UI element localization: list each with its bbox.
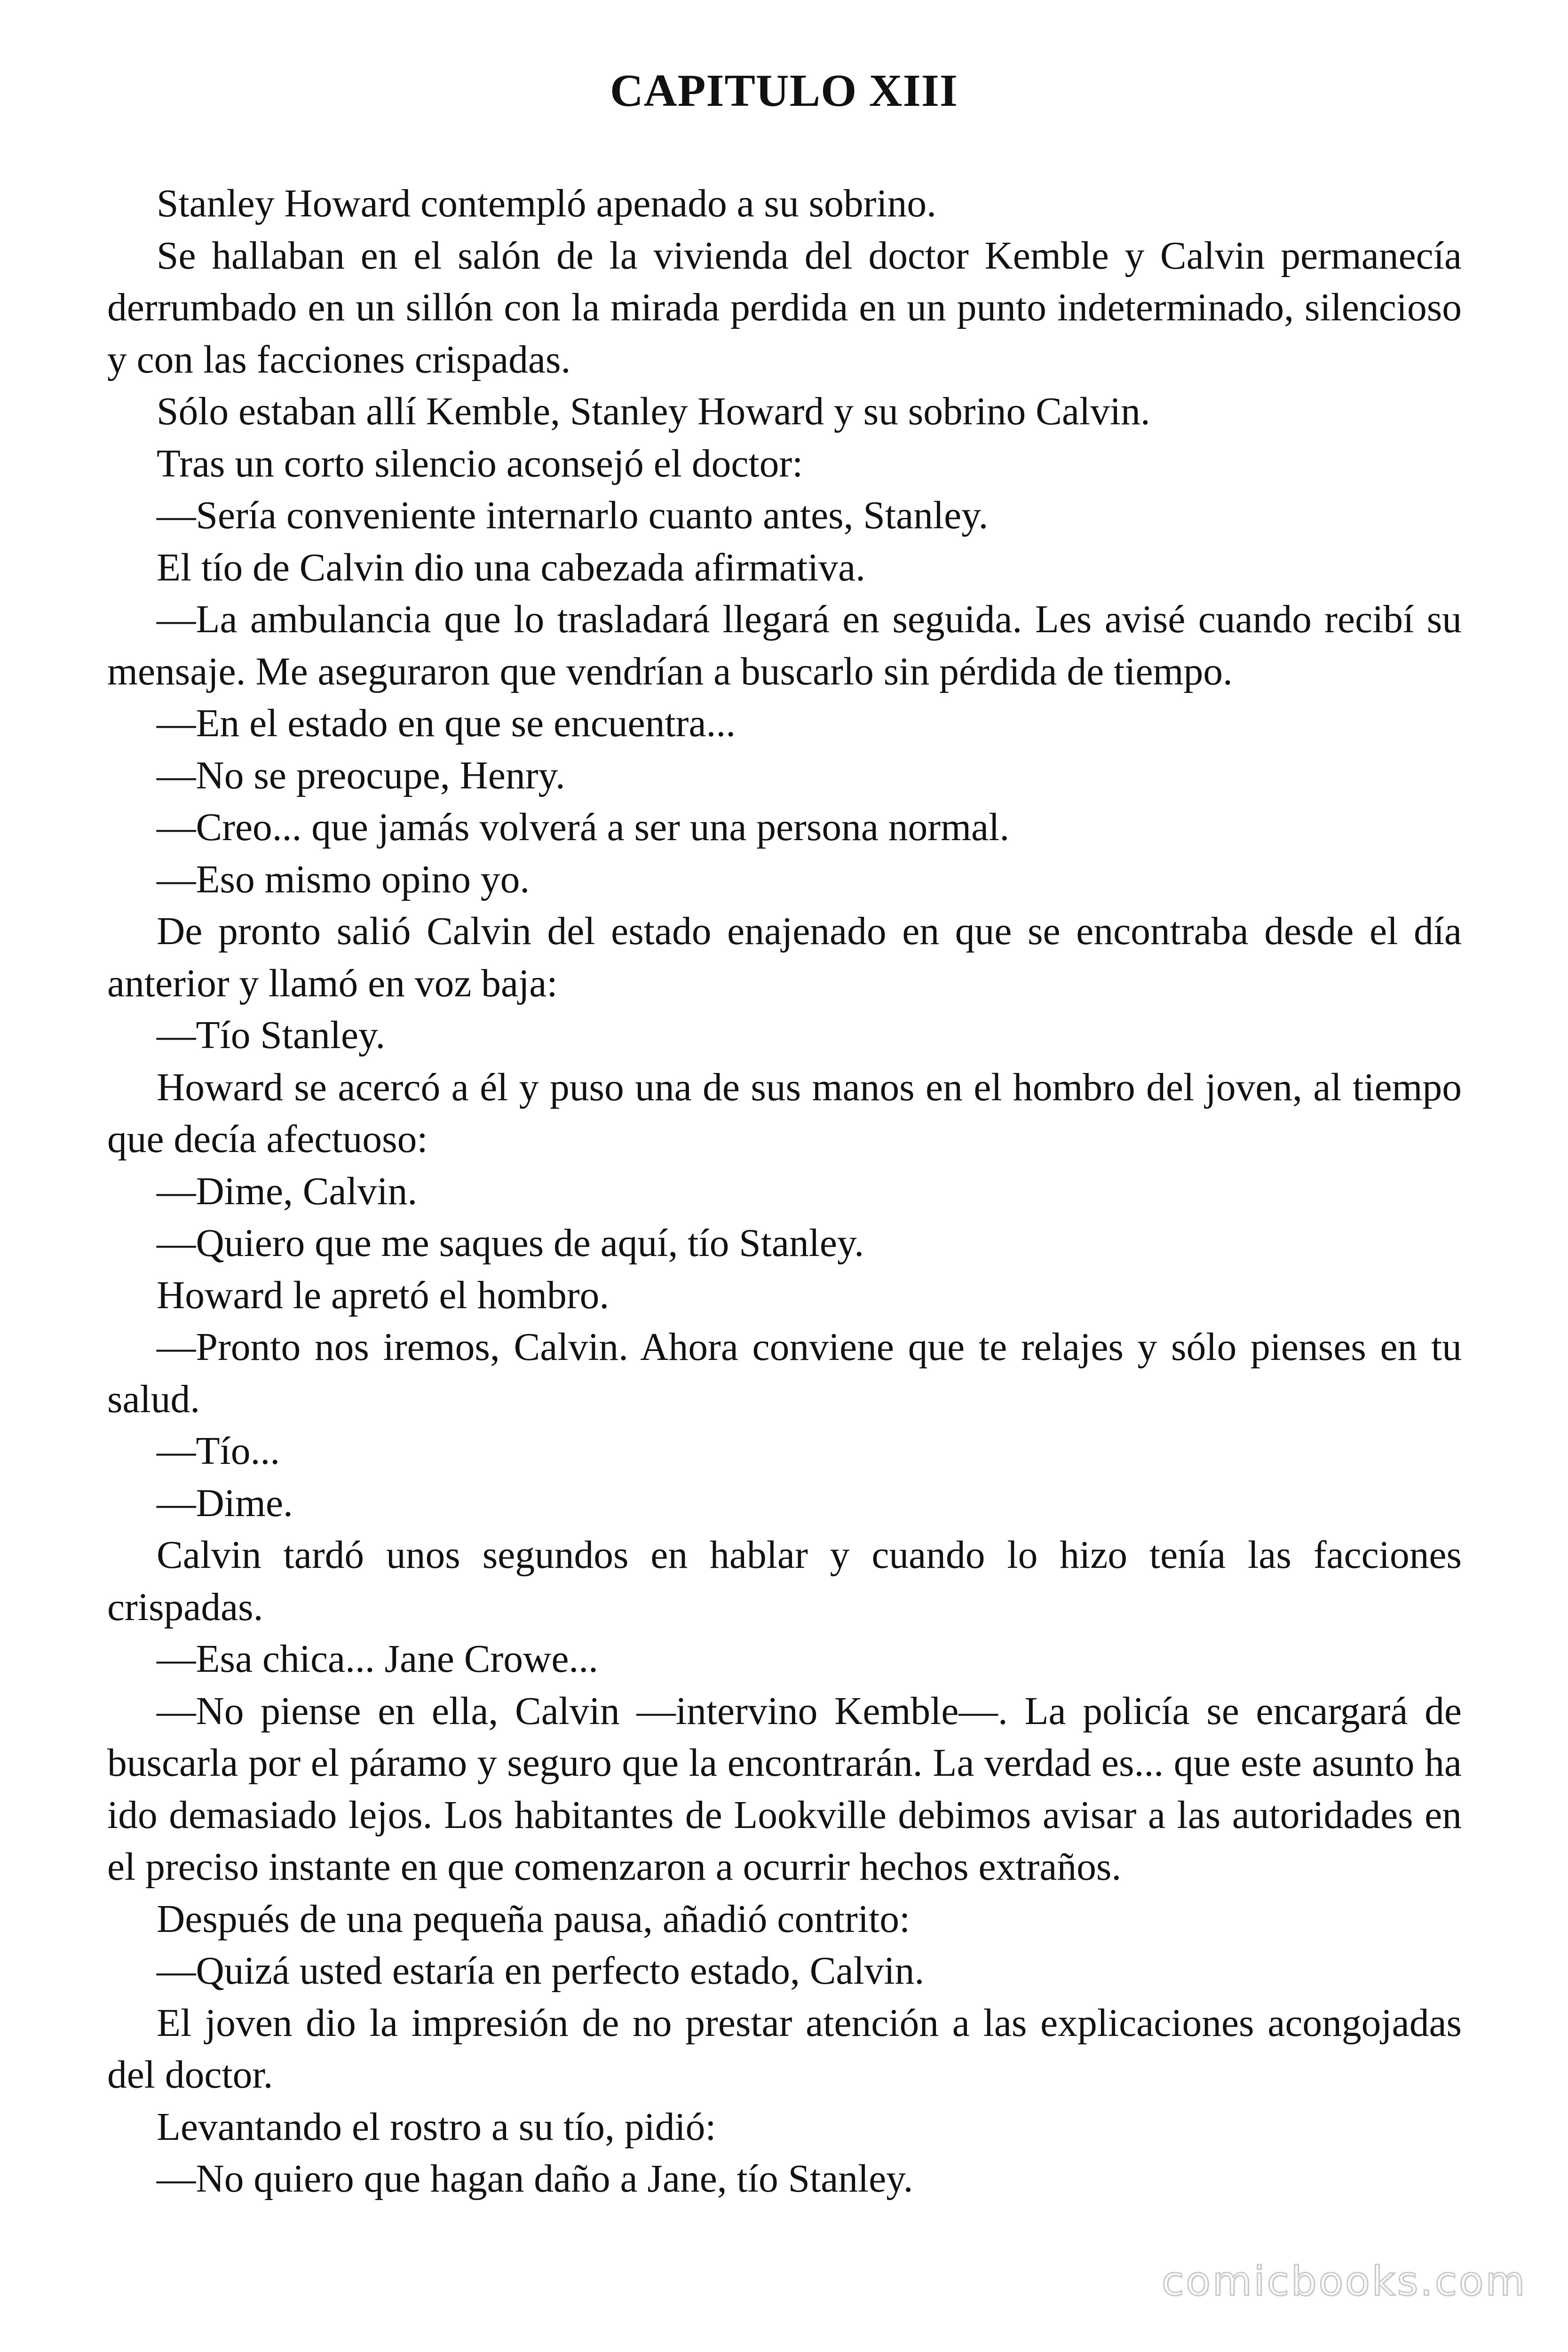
paragraph: —Tío... bbox=[157, 1430, 280, 1473]
paragraph: Howard se acercó a él y puso una de sus manos en el hombro del joven, al tiempo que decía afectuoso: bbox=[107, 1065, 1462, 1161]
paragraph: El joven dio la impresión de no prestar atención a las explicaciones acongojadas del doctor. bbox=[107, 2001, 1462, 2097]
paragraph: El tío de Calvin dio una cabezada afirmativa. bbox=[157, 546, 866, 589]
paragraph: —La ambulancia que lo trasladará llegará en seguida. Les avisé cuando recibí su mensaje. Me aseguraron que vendrían a buscarlo sin pérdida de tiempo. bbox=[107, 598, 1462, 693]
paragraph: —No se preocupe, Henry. bbox=[157, 754, 565, 797]
paragraph: Calvin tardó unos segundos en hablar y cuando lo hizo tenía las facciones crispadas. bbox=[107, 1534, 1462, 1629]
watermark: comicbooks.com bbox=[1162, 2258, 1527, 2305]
chapter-body bbox=[107, 178, 1462, 2205]
paragraph: Se hallaban en el salón de la vivienda del doctor Kemble y Calvin permanecía derrumbado en un sillón con la mirada perdida en un punto indeterminado, silencioso y con las facciones crispadas. bbox=[107, 234, 1462, 381]
paragraph: —Esa chica... Jane Crowe... bbox=[157, 1637, 599, 1681]
paragraph: —Pronto nos iremos, Calvin. Ahora conviene que te relajes y sólo pienses en tu salud. bbox=[107, 1326, 1462, 1421]
paragraph: —Tío Stanley. bbox=[157, 1014, 386, 1057]
paragraph: —Eso mismo opino yo. bbox=[157, 858, 530, 901]
paragraph: —Sería conveniente internarlo cuanto antes, Stanley. bbox=[157, 494, 989, 537]
paragraph: —En el estado en que se encuentra... bbox=[157, 702, 736, 745]
paragraph: Howard le apretó el hombro. bbox=[157, 1273, 610, 1317]
paragraph: Stanley Howard contempló apenado a su sobrino. bbox=[157, 182, 937, 225]
paragraph: —No quiero que hagan daño a Jane, tío Stanley. bbox=[157, 2157, 913, 2201]
paragraph: De pronto salió Calvin del estado enajenado en que se encontraba desde el día anterior y llamó en voz baja: bbox=[107, 910, 1462, 1005]
paragraph: Sólo estaban allí Kemble, Stanley Howard y su sobrino Calvin. bbox=[157, 390, 1150, 433]
paragraph: Después de una pequeña pausa, añadió contrito: bbox=[157, 1897, 911, 1941]
paragraph: Levantando el rostro a su tío, pidió: bbox=[157, 2105, 716, 2149]
paragraph: —Creo... que jamás volverá a ser una persona normal. bbox=[157, 806, 1010, 849]
paragraph: —Quizá usted estaría en perfecto estado, Calvin. bbox=[157, 1949, 925, 1993]
paragraph: —Dime, Calvin. bbox=[157, 1169, 418, 1213]
paragraph: —No piense en ella, Calvin —intervino Kemble—. La policía se encargará de buscarla por el páramo y seguro que la encontrarán. La verdad es... que este asunto ha ido demasiado lejos. Los habitantes de Lookville debimos avisar a las autoridades en el preciso instante en que comenzaron a ocurrir hechos extraños. bbox=[107, 1689, 1462, 1889]
paragraph: —Quiero que me saques de aquí, tío Stanley. bbox=[157, 1222, 864, 1265]
paragraph: Tras un corto silencio aconsejó el doctor: bbox=[157, 442, 803, 485]
chapter-title: CAPITULO XIII bbox=[610, 65, 958, 116]
paragraph: —Dime. bbox=[157, 1481, 293, 1525]
